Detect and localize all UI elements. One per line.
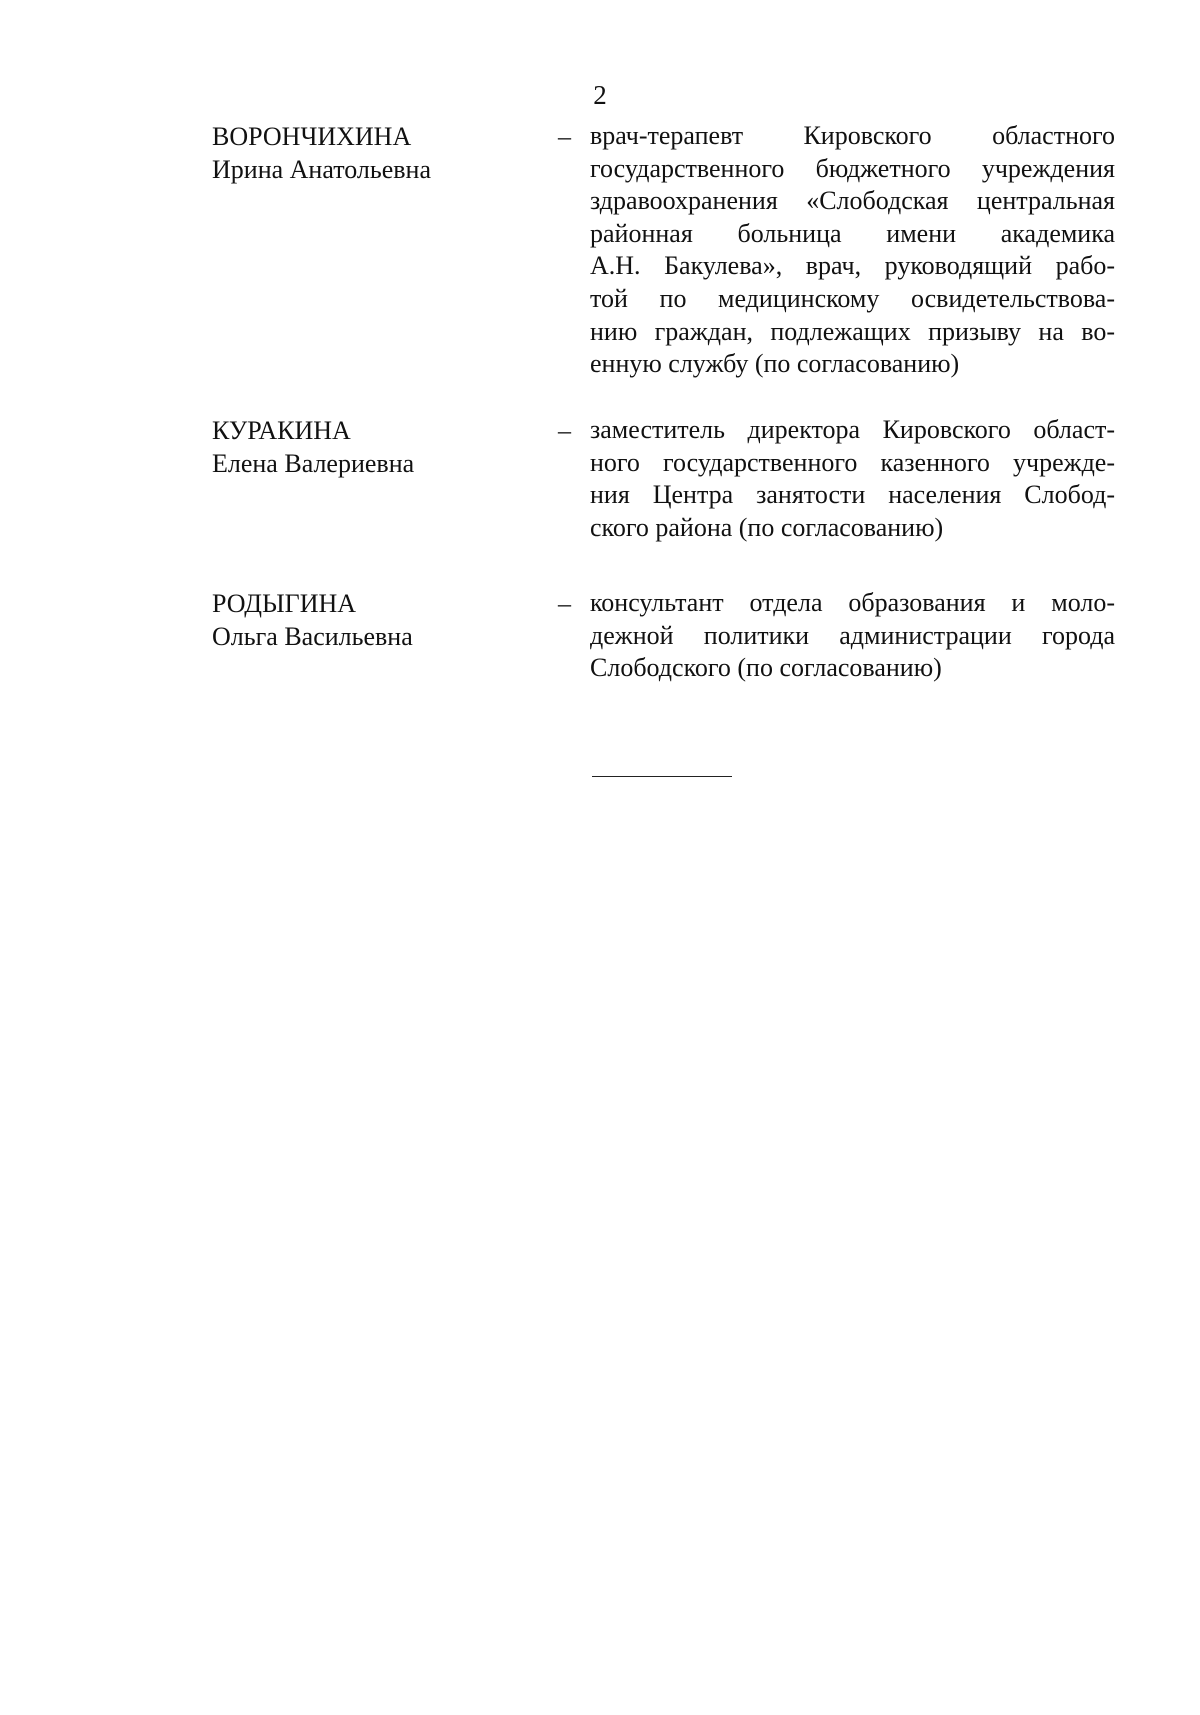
member-position bbox=[590, 587, 1115, 685]
position-line: консультант отдела образования и моло- bbox=[590, 588, 1115, 617]
position-line: дежной политики администрации города bbox=[590, 620, 1115, 650]
position-line: здравоохранения «Слободская центральная bbox=[590, 186, 1115, 216]
position-line: врач-терапевт Кировского областного bbox=[590, 121, 1115, 150]
member-surname: КУРАКИНА bbox=[212, 416, 351, 445]
member-name bbox=[212, 414, 532, 480]
member-given-names: Ирина Анатольевна bbox=[212, 155, 431, 184]
position-line: районная больница имени академика bbox=[590, 218, 1115, 248]
dash-separator: – bbox=[558, 416, 571, 445]
member-given-names: Елена Валериевна bbox=[212, 449, 415, 478]
dash-separator: – bbox=[558, 122, 571, 151]
position-line: Слободского (по согласованию) bbox=[590, 653, 942, 683]
member-surname: РОДЫГИНА bbox=[212, 589, 357, 618]
member-position bbox=[590, 414, 1115, 544]
member-name bbox=[212, 587, 532, 653]
end-of-list-rule bbox=[592, 776, 732, 777]
position-line: государственного бюджетного учреждения bbox=[590, 153, 1115, 183]
position-line: ния Центра занятости населения Слобод- bbox=[590, 480, 1115, 510]
position-line: енную службу (по согласованию) bbox=[590, 349, 960, 379]
member-given-names: Ольга Васильевна bbox=[212, 622, 413, 651]
member-position bbox=[590, 120, 1115, 381]
position-line: заместитель директора Кировского област- bbox=[590, 415, 1115, 444]
position-line: той по медицинскому освидетельствова- bbox=[590, 283, 1115, 313]
page-number: 2 bbox=[593, 80, 607, 110]
member-surname: ВОРОНЧИХИНА bbox=[212, 122, 412, 151]
position-line: А.Н. Бакулева», врач, руководящий рабо- bbox=[590, 251, 1115, 281]
position-line: нию граждан, подлежащих призыву на во- bbox=[590, 316, 1115, 346]
position-line: ского района (по согласованию) bbox=[590, 512, 944, 542]
member-name bbox=[212, 120, 532, 186]
position-line: ного государственного казенного учрежде- bbox=[590, 447, 1115, 477]
dash-separator: – bbox=[558, 589, 571, 618]
